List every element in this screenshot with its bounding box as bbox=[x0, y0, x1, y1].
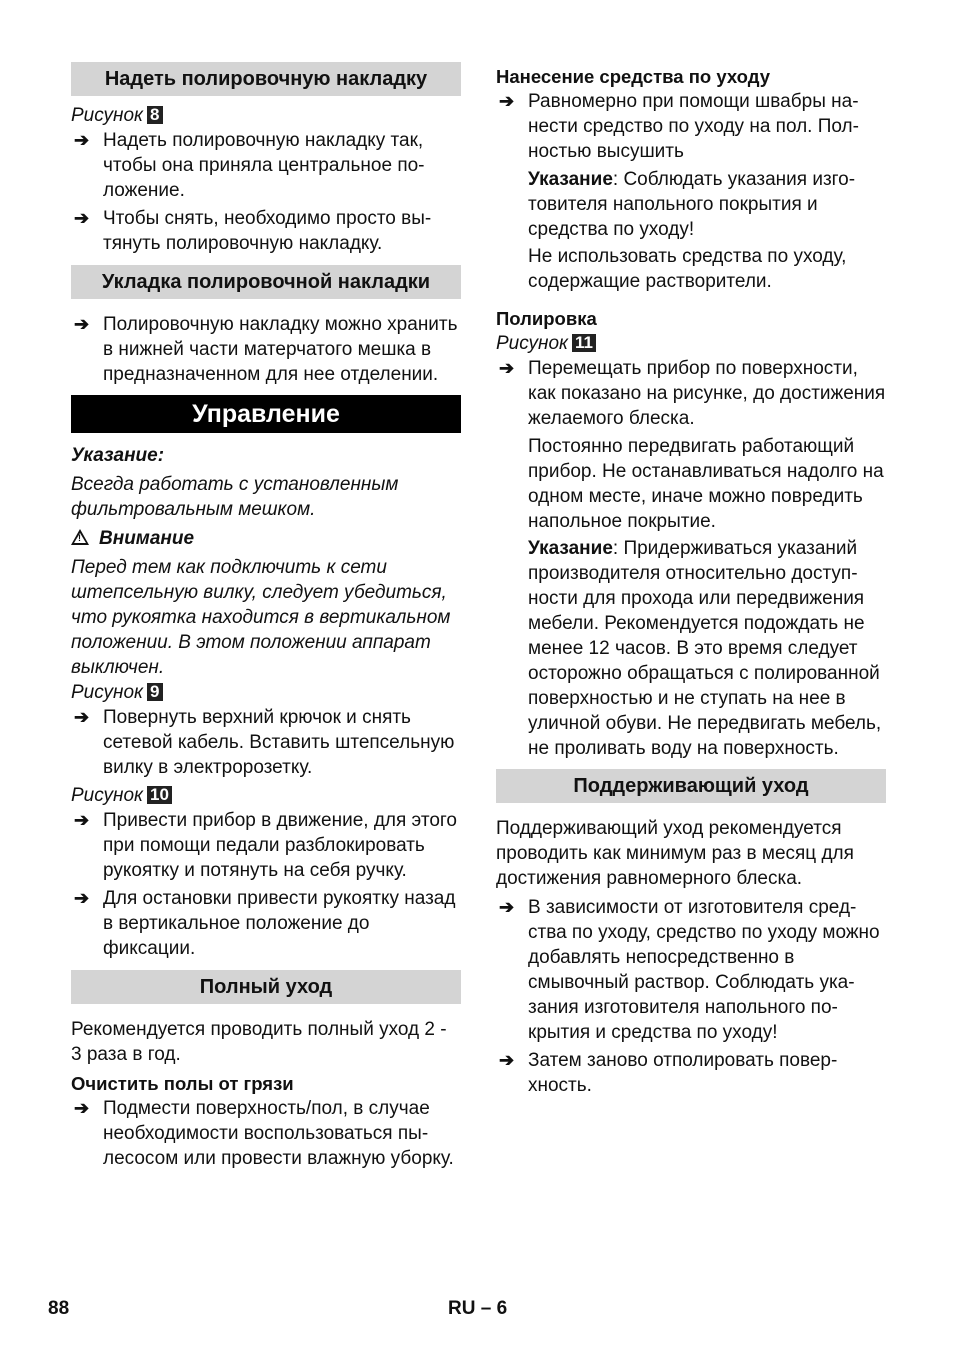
warning-heading: !Внимание bbox=[71, 526, 461, 551]
arrow-right-icon: ➔ bbox=[499, 358, 515, 378]
list-item: ➔ Полировочную накладку можно хранить в нижней части матерчатого мешка в предназначенном для нее отделении. bbox=[74, 314, 458, 385]
note-label: Указание: bbox=[71, 445, 165, 466]
list-item: ➔ Для остановки привести рукоятку назад в вертикальное положение до фиксации. bbox=[74, 888, 456, 959]
figure-ref-11: Рисунок 11 bbox=[496, 331, 886, 356]
page-number: 88 bbox=[48, 1298, 70, 1319]
left-column bbox=[71, 62, 461, 1174]
full-care-text: Рекомендуется проводить полный уход 2 - 3 раза в год. bbox=[71, 1019, 447, 1065]
figure-ref-9: Рисунок 9 bbox=[71, 680, 461, 705]
figure-ref-8 bbox=[71, 103, 461, 128]
figure-ref-10: Рисунок 10 bbox=[71, 783, 461, 808]
arrow-right-icon: ➔ bbox=[74, 707, 90, 727]
note-paragraph: Указание: Придерживаться указаний производителя относительно доступности для прохода или передвижения мебели. Рекомендуется подождать не менее 12 часов. В это время следует осторожно обращаться с полированной поверхностью и не ступать на нее в уличной обуви. Не передвигать мебель, не проливать воду на поверхность. bbox=[528, 538, 882, 759]
arrow-right-icon: ➔ bbox=[74, 888, 90, 908]
note-text: Всегда работать с установленным фильтровальным мешком. bbox=[71, 474, 399, 520]
figure-number: 8 bbox=[147, 106, 162, 124]
section-heading-full-care: Полный уход bbox=[71, 970, 461, 1004]
list-item: ➔ Подмести поверхность/пол, в случае необходимости воспользоваться пылесосом или провести влажную уборку. bbox=[74, 1098, 454, 1169]
figure-label: Рисунок bbox=[71, 105, 144, 126]
figure-number: 11 bbox=[572, 334, 596, 352]
section-heading-store-pad: Укладка полировочной накладки bbox=[71, 265, 461, 299]
arrow-right-icon: ➔ bbox=[74, 1098, 90, 1118]
list-item: ➔ Повернуть верхний крючок и снять сетевой кабель. Вставить штепсельную вилку в электророзетку. bbox=[74, 707, 455, 778]
subheading-apply-care: Нанесение средства по уходу bbox=[496, 66, 770, 87]
arrow-right-icon: ➔ bbox=[74, 208, 90, 228]
paragraph: Постоянно передвигать работающий прибор. Не останавливаться надолго на одном месте, иначе можно повредить напольное покрытие. bbox=[528, 436, 884, 532]
note-paragraph: Указание: Соблюдать указания изготовителя напольного покрытия и средства по уходу! bbox=[528, 169, 856, 240]
arrow-right-icon: ➔ bbox=[499, 91, 515, 111]
section-heading-maintenance-care: Поддерживающий уход bbox=[496, 769, 886, 803]
paragraph: Не использовать средства по уходу, содержащие растворители. bbox=[528, 246, 847, 292]
subheading-polishing: Полировка bbox=[496, 308, 597, 329]
list-item: ➔ В зависимости от изготовителя средства по уходу, средство по уходу можно добавлять непосредственно в смывочный раствор. Соблюдать указания изготовителя напольного покрытия и средства по уходу! bbox=[499, 897, 880, 1043]
warning-text: Перед тем как подключить к сети штепсельную вилку, следует убедиться, что рукоятка находится в вертикальном положении. В этом положении аппарат выключен. bbox=[71, 557, 451, 678]
arrow-right-icon: ➔ bbox=[499, 897, 515, 917]
figure-number: 10 bbox=[147, 786, 172, 804]
list-item: ➔ Чтобы снять, необходимо просто вытянуть полировочную накладку. bbox=[74, 208, 432, 254]
arrow-right-icon: ➔ bbox=[74, 130, 90, 150]
maintenance-text: Поддерживающий уход рекомендуется проводить как минимум раз в месяц для достижения равномерного блеска. bbox=[496, 818, 854, 889]
list-item: ➔ Равномерно при помощи швабры нанести средство по уходу на пол. Полностью высушить bbox=[499, 91, 859, 162]
list-item: ➔ Привести прибор в движение, для этого при помощи педали разблокировать рукоятку и потянуть на себя ручку. bbox=[74, 810, 457, 881]
section-heading-attach-pad: Надеть полировочную накладку bbox=[71, 62, 461, 96]
arrow-right-icon: ➔ bbox=[74, 314, 90, 334]
list-item: ➔ Перемещать прибор по поверхности, как показано на рисунке, до достижения желаемого блеска. bbox=[499, 358, 886, 429]
arrow-right-icon: ➔ bbox=[499, 1050, 515, 1070]
warning-triangle-icon bbox=[71, 529, 89, 545]
list-item: ➔ Затем заново отполировать поверхность. bbox=[499, 1050, 838, 1096]
list-item: ➔ Надеть полировочную накладку так, чтобы она приняла центральное положение. bbox=[74, 130, 425, 201]
right-column bbox=[496, 62, 886, 1101]
arrow-right-icon: ➔ bbox=[74, 810, 90, 830]
subheading-clean-floors: Очистить полы от грязи bbox=[71, 1073, 294, 1094]
figure-number: 9 bbox=[147, 683, 162, 701]
language-page-label: RU – 6 bbox=[448, 1298, 508, 1319]
main-heading-operation: Управление bbox=[71, 395, 461, 433]
